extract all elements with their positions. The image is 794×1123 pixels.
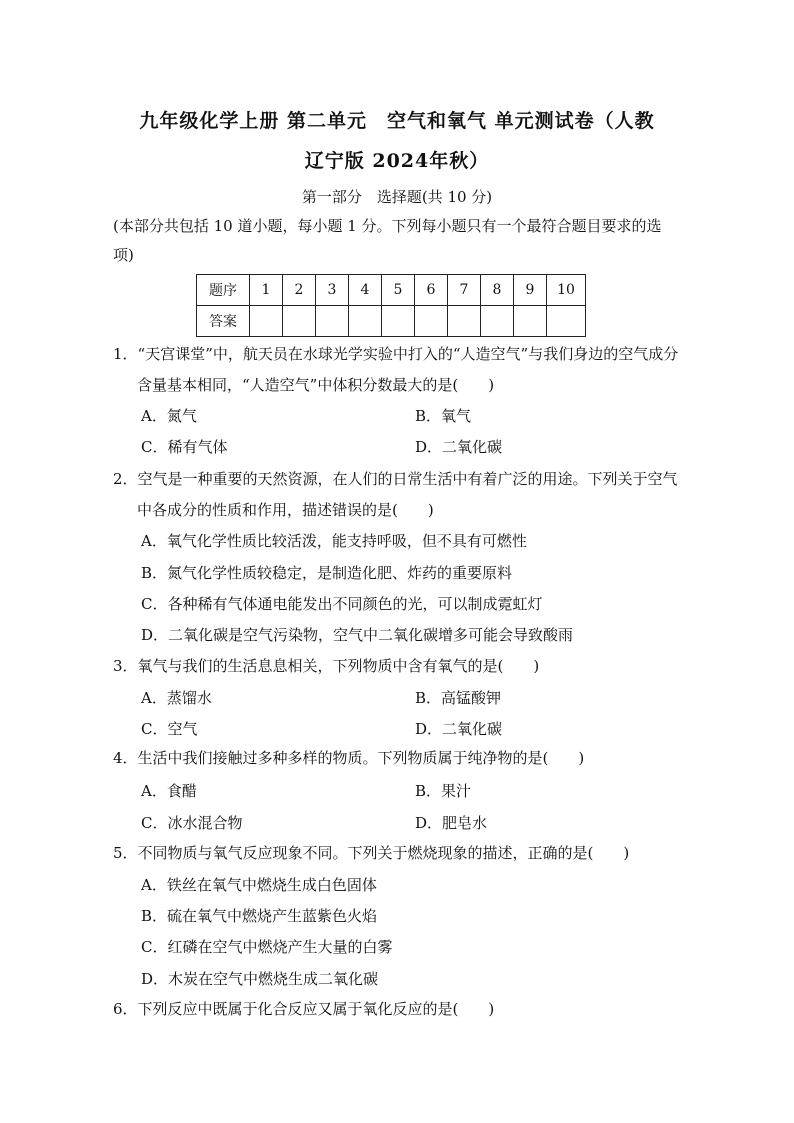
- question-1-stem: 1．“天宫课堂”中，航天员在水球光学实验中打入的“人造空气”与我们身边的空气成分含量基本相同，“人造空气”中体积分数最大的是( ): [113, 345, 679, 394]
- question-5-option-b: B．硫在氧气中燃烧产生蓝紫色火焰: [141, 907, 378, 925]
- answer-cell[interactable]: [250, 306, 283, 337]
- section-instructions: (本部分共包括 10 道小题，每小题 1 分。下列每小题只有一个最符合题目要求的选项): [113, 217, 662, 264]
- question-number-cell: 2: [283, 275, 316, 306]
- question-number-cell: 8: [481, 275, 514, 306]
- question-1-option-a: A．氮气: [141, 407, 197, 425]
- question-2-option-a: A．氧气化学性质比较活泼，能支持呼吸，但不具有可燃性: [141, 532, 527, 550]
- answer-table-answer-row: [197, 306, 586, 337]
- question-3-option-d: D．二氧化碳: [415, 720, 503, 738]
- question-2-option-b: B．氮气化学性质较稳定，是制造化肥、炸药的重要原料: [141, 564, 513, 582]
- table-header-cell: 题序: [197, 275, 250, 306]
- answer-cell[interactable]: [514, 306, 547, 337]
- answer-cell[interactable]: [481, 306, 514, 337]
- question-4-option-b: B．果汁: [415, 782, 472, 800]
- question-number-cell: 9: [514, 275, 547, 306]
- answer-cell[interactable]: [316, 306, 349, 337]
- question-4-option-a: A．食醋: [141, 782, 197, 800]
- question-number-cell: 5: [382, 275, 415, 306]
- question-4-option-d: D．肥皂水: [415, 814, 488, 832]
- question-number-cell: 7: [448, 275, 481, 306]
- answer-cell[interactable]: [547, 306, 586, 337]
- exam-title-line1: 九年级化学上册 第二单元 空气和氧气 单元测试卷（人教: [139, 110, 655, 132]
- answer-cell[interactable]: [415, 306, 448, 337]
- section-heading: 第一部分 选择题(共 10 分): [301, 188, 493, 206]
- question-5-option-c: C．红磷在空气中燃烧产生大量的白雾: [141, 938, 393, 956]
- question-1-option-b: B．氧气: [415, 407, 472, 425]
- answer-cell[interactable]: [448, 306, 481, 337]
- question-number-cell: 4: [349, 275, 382, 306]
- question-6-stem: 6．下列反应中既属于化合反应又属于氧化反应的是( ): [113, 1000, 495, 1018]
- answer-cell[interactable]: [283, 306, 316, 337]
- question-number-cell: 3: [316, 275, 349, 306]
- answer-table: [196, 274, 586, 337]
- question-number-cell: 6: [415, 275, 448, 306]
- question-number-cell: 10: [547, 275, 586, 306]
- question-3-option-b: B．高锰酸钾: [415, 689, 502, 707]
- question-3-option-c: C．空气: [141, 720, 198, 738]
- table-header-cell: 答案: [197, 306, 250, 337]
- question-5-option-d: D．木炭在空气中燃烧生成二氧化碳: [141, 970, 379, 988]
- answer-cell[interactable]: [349, 306, 382, 337]
- answer-cell[interactable]: [382, 306, 415, 337]
- question-5-option-a: A．铁丝在氧气中燃烧生成白色固体: [141, 876, 377, 894]
- answer-table-number-row: [197, 275, 586, 306]
- question-2-stem: 2．空气是一种重要的天然资源，在人们的日常生活中有着广泛的用途。下列关于空气中各成分的性质和作用，描述错误的是( ): [113, 470, 678, 519]
- question-1-option-c: C．稀有气体: [141, 438, 228, 456]
- question-4-stem: 4．生活中我们接触过多种多样的物质。下列物质属于纯净物的是( ): [113, 749, 585, 767]
- exam-title-line2: 辽宁版 2024年秋）: [304, 150, 490, 172]
- question-1-option-d: D．二氧化碳: [415, 438, 503, 456]
- question-2-option-c: C．各种稀有气体通电能发出不同颜色的光，可以制成霓虹灯: [141, 595, 543, 613]
- question-5-stem: 5．不同物质与氧气反应现象不同。下列关于燃烧现象的描述，正确的是( ): [113, 844, 630, 862]
- question-2-option-d: D．二氧化碳是空气污染物，空气中二氧化碳增多可能会导致酸雨: [141, 626, 574, 644]
- question-4-option-c: C．冰水混合物: [141, 814, 243, 832]
- question-number-cell: 1: [250, 275, 283, 306]
- question-3-stem: 3．氧气与我们的生活息息相关，下列物质中含有氧气的是( ): [113, 657, 540, 675]
- question-3-option-a: A．蒸馏水: [141, 689, 212, 707]
